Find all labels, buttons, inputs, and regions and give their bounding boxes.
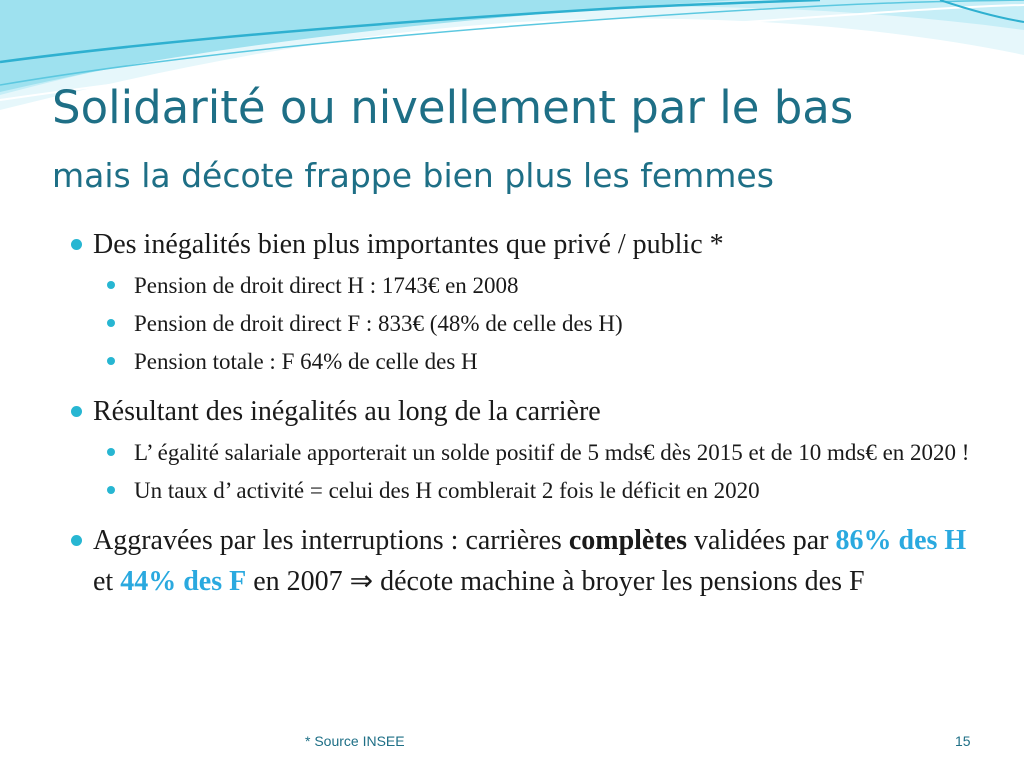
- bullet-dot-icon: [71, 535, 82, 546]
- bullet-dot-icon: [107, 281, 115, 289]
- bullet-text: Résultant des inégalités au long de la carrière: [93, 396, 601, 427]
- highlight-men-percentage: 86% des H: [835, 525, 967, 556]
- bullet-text-part: décote machine à broyer les pensions des F: [373, 566, 865, 597]
- bullet-text-part: Aggravées par les interruptions : carrières: [93, 525, 569, 556]
- slide-title: Solidarité ou nivellement par le bas: [52, 81, 854, 134]
- sub-bullet: [60, 473, 980, 508]
- implies-arrow-icon: ⇒: [349, 566, 374, 597]
- bullet-text-part: en 2007: [246, 566, 350, 597]
- sub-bullet: [60, 268, 980, 303]
- sub-bullet-text: Pension de droit direct F : 833€ (48% de celle des H): [134, 311, 623, 336]
- bullet-career: [60, 391, 980, 432]
- bullet-list: [60, 222, 980, 602]
- bullet-text-part: validées par: [687, 525, 836, 556]
- footer-source: * Source INSEE: [305, 733, 405, 749]
- sub-bullet: [60, 435, 980, 470]
- sub-bullet-text: Pension de droit direct H : 1743€ en 2008: [134, 273, 519, 298]
- bullet-dot-icon: [107, 486, 115, 494]
- sub-bullet: [60, 306, 980, 341]
- bullet-text: Des inégalités bien plus importantes que privé / public *: [93, 229, 724, 260]
- bullet-text-part: et: [93, 566, 121, 597]
- bullet-dot-icon: [107, 357, 115, 365]
- bullet-inequalities: [60, 224, 980, 265]
- slide-subtitle: mais la décote frappe bien plus les femmes: [52, 156, 774, 195]
- bullet-dot-icon: [107, 319, 115, 327]
- bullet-dot-icon: [107, 448, 115, 456]
- highlight-women-percentage: 44% des F: [120, 566, 247, 597]
- bullet-dot-icon: [71, 406, 82, 417]
- sub-bullet-text: Pension totale : F 64% de celle des H: [134, 349, 478, 374]
- sub-bullet: [60, 344, 980, 379]
- sub-bullet-text: L’ égalité salariale apporterait un solde positif de 5 mds€ dès 2015 et de 10 mds€ en 2020 !: [134, 440, 970, 465]
- bullet-dot-icon: [71, 239, 82, 250]
- bullet-interruptions: [60, 520, 980, 602]
- bold-text: complètes: [568, 525, 687, 556]
- page-number: 15: [955, 733, 971, 749]
- sub-bullet-text: Un taux d’ activité = celui des H comblerait 2 fois le déficit en 2020: [134, 478, 760, 503]
